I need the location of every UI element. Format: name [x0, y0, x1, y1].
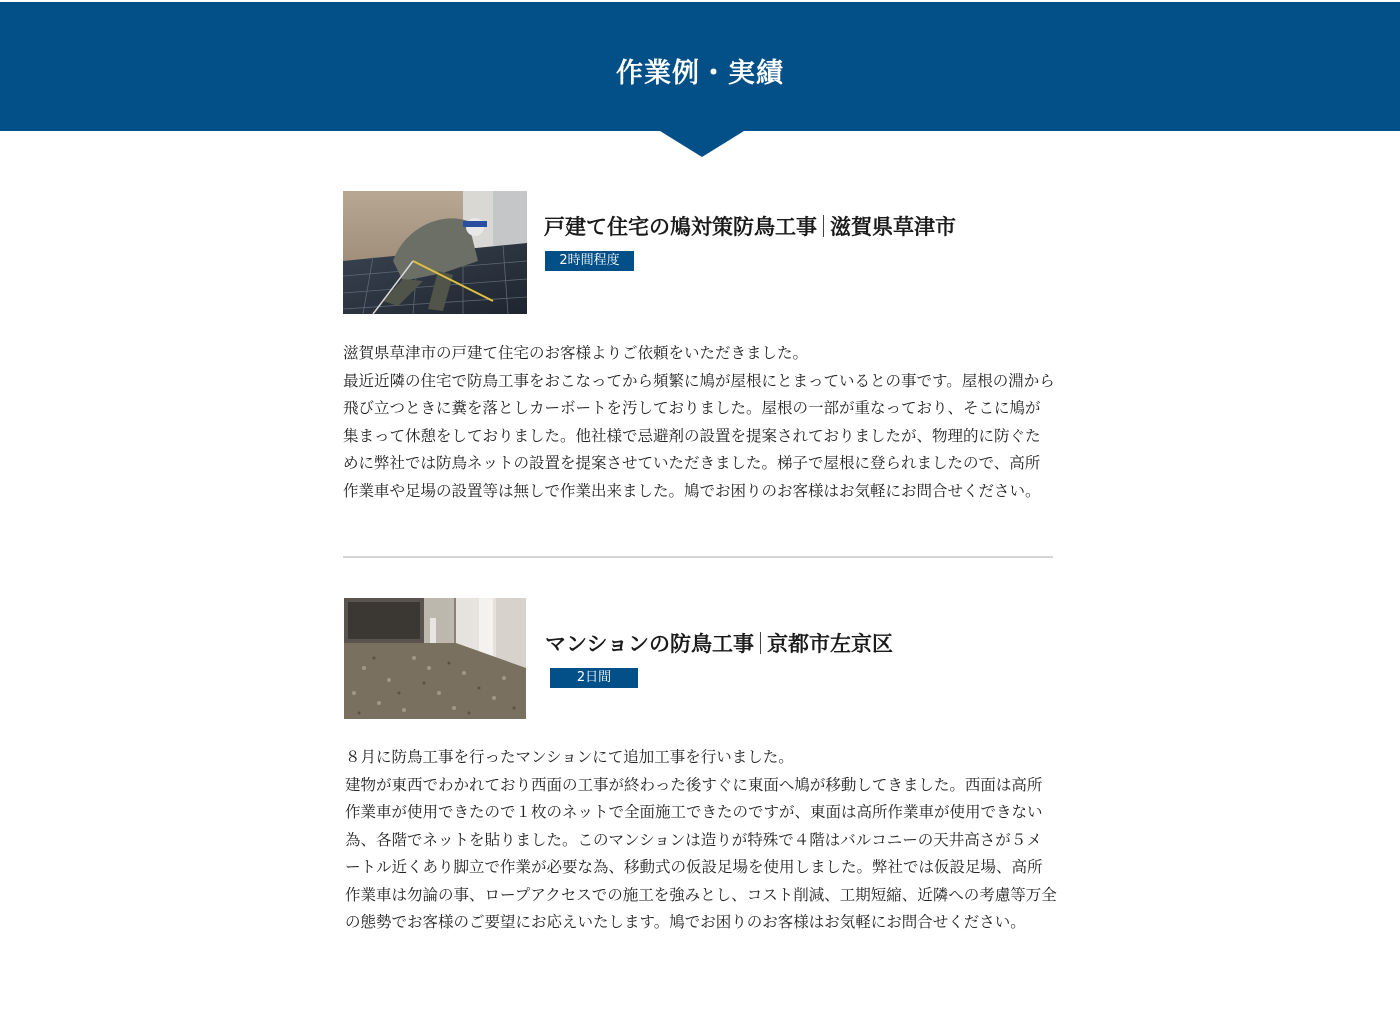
case-description-paragraph: 最近近隣の住宅で防鳥工事をおこなってから頻繁に鳩が屋根にとまっているとの事です。屋根の淵から飛び立つときに糞を落としカーボートを汚しておりました。屋根の一部が重なっており、そこに鳩が集まって休憩をしておりました。他社様で忌避剤の設置を提案されておりましたが、物理的に防ぐために弊社では防鳥ネットの設置を提案させていただきました。梯子で屋根に登られましたので、高所作業車や足場の設置等は無しで作業出来ました。鳩でお困りのお客様はお気軽にお問合せください。	[343, 371, 1055, 500]
roof-worker-photo	[343, 191, 527, 314]
case-title-location: 京都市左京区	[767, 632, 894, 656]
case-divider	[343, 556, 1053, 558]
section-title: 作業例・実績	[616, 58, 784, 89]
title-separator	[823, 215, 824, 237]
case-description-paragraph: 建物が東西でわかれており西面の工事が終わった後すぐに東面へ鳩が移動してきました。西面は高所作業車が使用できたので１枚のネットで全面施工できたのですが、東面は高所作業車が使用できない為、各階でネットを貼りました。このマンションは造りが特殊で４階はバルコニーの天井高さが５メートル近くあり脚立で作業が必要な為、移動式の仮設足場を使用しました。弊社では仮設足場、高所作業車は勿論の事、ロープアクセスでの施工を強みとし、コスト削減、工期短縮、近隣への考慮等万全の態勢でお客様のご要望にお応えいたします。鳩でお困りのお客様はお気軽にお問合せください。	[345, 775, 1057, 931]
case-item	[343, 191, 1055, 531]
case-photo-balcony	[344, 598, 526, 719]
section-header	[0, 2, 1400, 131]
case-description	[343, 340, 1055, 505]
case-description-line: ８月に防鳥工事を行ったマンションにて追加工事を行いました。	[345, 748, 794, 766]
duration-badge: 2時間程度	[545, 251, 634, 271]
case-description	[345, 744, 1057, 937]
case-photo-roof-worker	[343, 191, 527, 314]
case-title-location: 滋賀県草津市	[830, 215, 956, 239]
case-title-main: マンションの防鳥工事	[545, 632, 755, 656]
title-separator	[760, 632, 761, 654]
case-title-main: 戸建て住宅の鳩対策防鳥工事	[544, 215, 817, 239]
duration-badge: 2日間	[550, 668, 638, 688]
header-arrow-pointer	[660, 131, 744, 157]
case-description-line: 滋賀県草津市の戸建て住宅のお客様よりご依頼をいただきました。	[343, 344, 809, 362]
case-title	[544, 212, 956, 242]
balcony-photo	[344, 598, 526, 719]
case-title	[545, 629, 893, 659]
case-item	[343, 598, 1055, 968]
